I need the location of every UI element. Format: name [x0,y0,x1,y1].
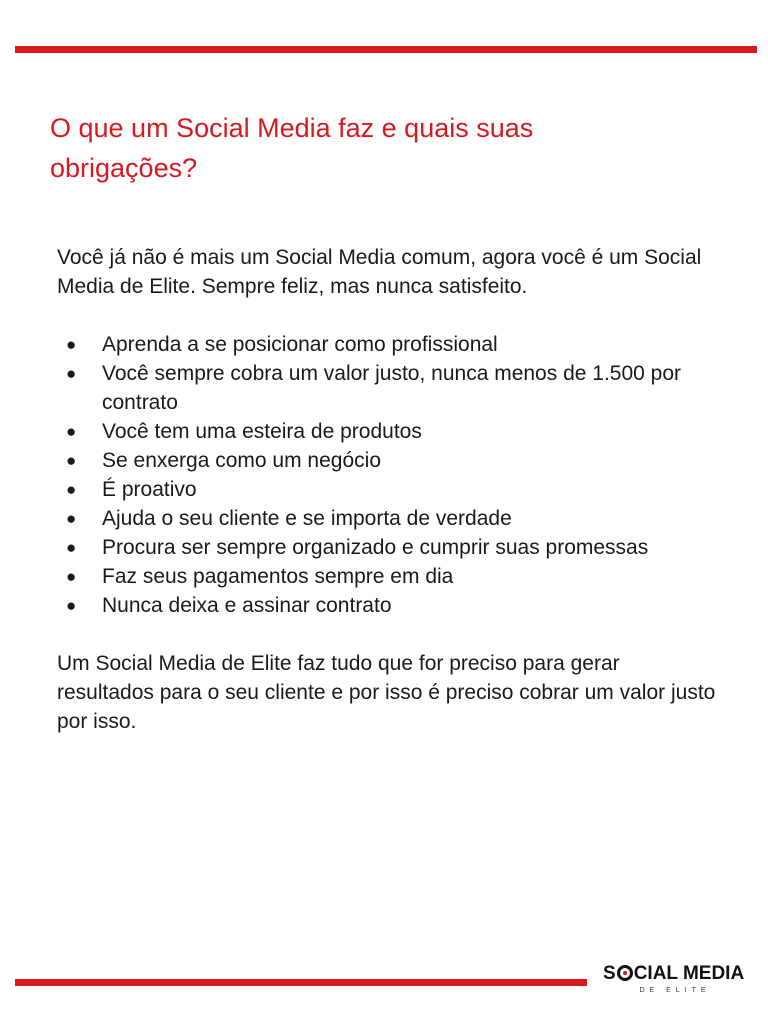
bullet-icon: ● [66,596,77,615]
logo-text-end: CIAL MEDIA [633,963,745,984]
list-item-text: É proativo [102,478,197,501]
list-item [57,417,717,446]
closing-paragraph: Um Social Media de Elite faz tudo que for preciso para gerar resultados para o seu cliente e por isso é preciso cobrar um valor justo por isso. [57,652,716,733]
list-item [57,359,717,417]
bullet-icon: ● [66,422,77,441]
top-divider [15,46,757,53]
bullet-icon: ● [66,480,77,499]
list-item [57,475,717,504]
bullet-icon: ● [66,538,77,557]
intro-paragraph: Você já não é mais um Social Media comum, agora você é um Social Media de Elite. Sempre feliz, mas nunca satisfeito. [57,246,702,298]
logo-text-start: S [603,963,616,984]
list-item [57,591,717,620]
list-item [57,446,717,475]
brand-logo [603,963,748,999]
list-item-text: Você tem uma esteira de produtos [102,420,422,443]
bullet-icon: ● [66,509,77,528]
list-item-text: Você sempre cobra um valor justo, nunca menos de 1.500 por contrato [102,362,681,414]
list-item-text: Aprenda a se posicionar como profissional [102,333,498,356]
bullet-icon: ● [66,364,77,383]
logo-wordmark [603,963,744,985]
logo-subtitle: DE ELITE [639,987,711,994]
list-item [57,330,717,359]
list-item-text: Faz seus pagamentos sempre em dia [102,565,454,588]
list-item-text: Procura ser sempre organizado e cumprir suas promessas [102,536,649,559]
list-item-text: Se enxerga como um negócio [102,449,381,472]
bullet-icon: ● [66,567,77,586]
document-body [57,243,717,736]
obligations-list [57,330,717,620]
list-item-text: Ajuda o seu cliente e se importa de verdade [102,507,512,530]
list-item-text: Nunca deixa e assinar contrato [102,594,392,617]
target-icon [617,965,633,981]
list-item [57,504,717,533]
list-item [57,533,717,562]
bullet-icon: ● [66,451,77,470]
page-title: O que um Social Media faz e quais suas obrigações? [50,113,534,183]
list-item [57,562,717,591]
bottom-divider [15,979,587,986]
bullet-icon: ● [66,335,77,354]
